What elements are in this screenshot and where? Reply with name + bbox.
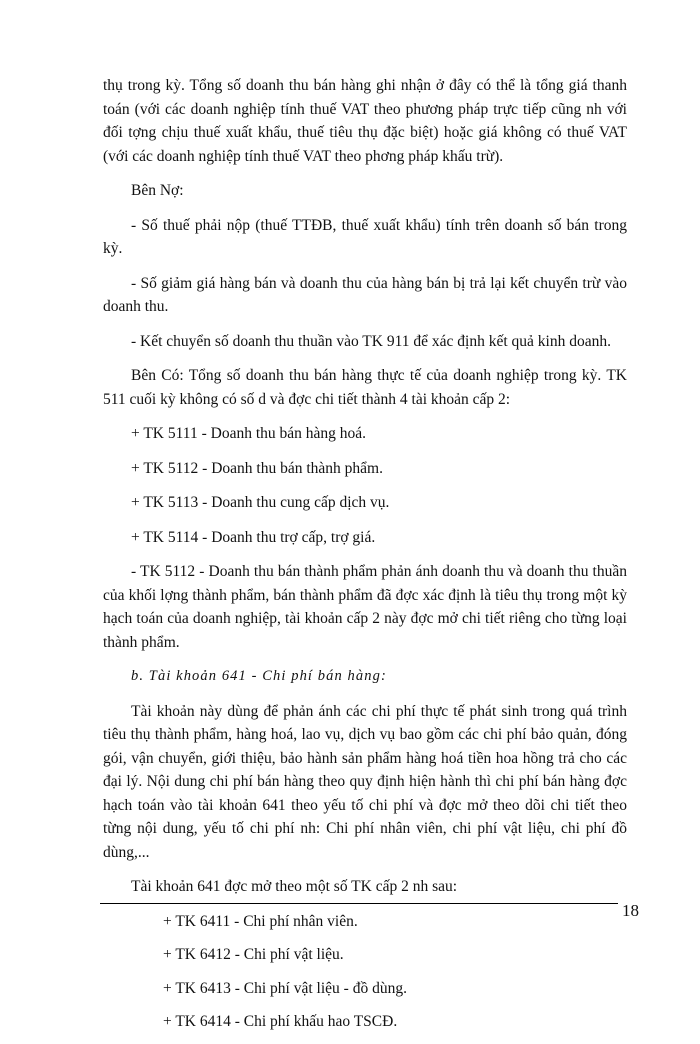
paragraph-continuation: thụ trong kỳ. Tổng số doanh thu bán hàng ghi nhận ở đây có thể là tổng giá thanh toán (với các doanh nghiệp tính thuế VAT theo phương pháp trực tiếp cũng nh với đối tợng chịu thuế xuất khẩu, thuế tiêu thụ đặc biệt) hoặc giá không có thuế VAT (với các doanh nghiệp tính thuế VAT theo phơng pháp khấu trừ). — [103, 77, 627, 165]
list-item-tk5111: + TK 5111 - Doanh thu bán hàng hoá. — [131, 425, 367, 442]
debit-item-tax: - Số thuế phải nộp (thuế TTĐB, thuế xuất khẩu) tính trên doanh số bán trong kỳ. — [103, 216, 627, 257]
page-number: 18 — [622, 901, 639, 920]
list-item-tk5113: + TK 5113 - Doanh thu cung cấp dịch vụ. — [131, 494, 390, 511]
list-item-tk5112: + TK 5112 - Doanh thu bán thành phẩm. — [131, 459, 383, 477]
footer-divider — [100, 903, 618, 904]
debit-item-transfer: - Kết chuyển số doanh thu thuần vào TK 911 để xác định kết quả kinh doanh. — [131, 332, 611, 350]
tk5112-description: - TK 5112 - Doanh thu bán thành phẩm phản ánh doanh thu và doanh thu thuần của khối lợng thành phẩm, bán thành phẩm đã đợc xác định là tiêu thụ trong một kỳ hạch toán của doanh nghiệp, tài khoản cấp 2 này đợc mở chi tiết riêng cho từng loại thành phẩm. — [103, 563, 627, 651]
tk641-description: Tài khoản này dùng để phản ánh các chi phí thực tế phát sinh trong quá trình tiêu thụ thành phẩm, hàng hoá, lao vụ, dịch vụ bao gồm các chi phí bảo quản, đóng gói, vận chuyển, giới thiệu, bảo hành sản phẩm hàng hoá tiền hoa hồng trả cho các đại lý. Nội dung chi phí bán hàng theo quy định hiện hành thì chi phí bán hàng đợc hạch toán vào tài khoản 641 theo yếu tố chi phí và đợc mở theo dõi chi tiết theo từng nội dung, yếu tố chi phí nh: Chi phí nhân viên, chi phí vật liệu, chi phí đồ dùng,... — [103, 702, 627, 861]
list-item-tk6413: + TK 6413 - Chi phí vật liệu - đồ dùng. — [163, 979, 407, 997]
debit-item-discount: - Số giảm giá hàng bán và doanh thu của hàng bán bị trả lại kết chuyển trừ vào doanh thu. — [103, 274, 627, 315]
page-body — [103, 74, 627, 1044]
list-item-tk5114: + TK 5114 - Doanh thu trợ cấp, trợ giá. — [131, 528, 376, 546]
list-item-tk6411: + TK 6411 - Chi phí nhân viên. — [163, 912, 358, 930]
debit-side-heading: Bên Nợ: — [131, 182, 184, 199]
tk641-subaccounts-intro: Tài khoản 641 đợc mở theo một số TK cấp 2 nh sau: — [131, 878, 458, 895]
credit-side-paragraph: Bên Có: Tổng số doanh thu bán hàng thực tế của doanh nghiệp trong kỳ. TK 511 cuối kỳ không có số d và đợc chi tiết thành 4 tài khoản cấp 2: — [103, 367, 627, 408]
list-item-tk6414: + TK 6414 - Chi phí khấu hao TSCĐ. — [163, 1013, 398, 1030]
list-item-tk6412: + TK 6412 - Chi phí vật liệu. — [163, 946, 344, 963]
section-heading-tk641: b. Tài khoản 641 - Chi phí bán hàng: — [131, 668, 387, 684]
